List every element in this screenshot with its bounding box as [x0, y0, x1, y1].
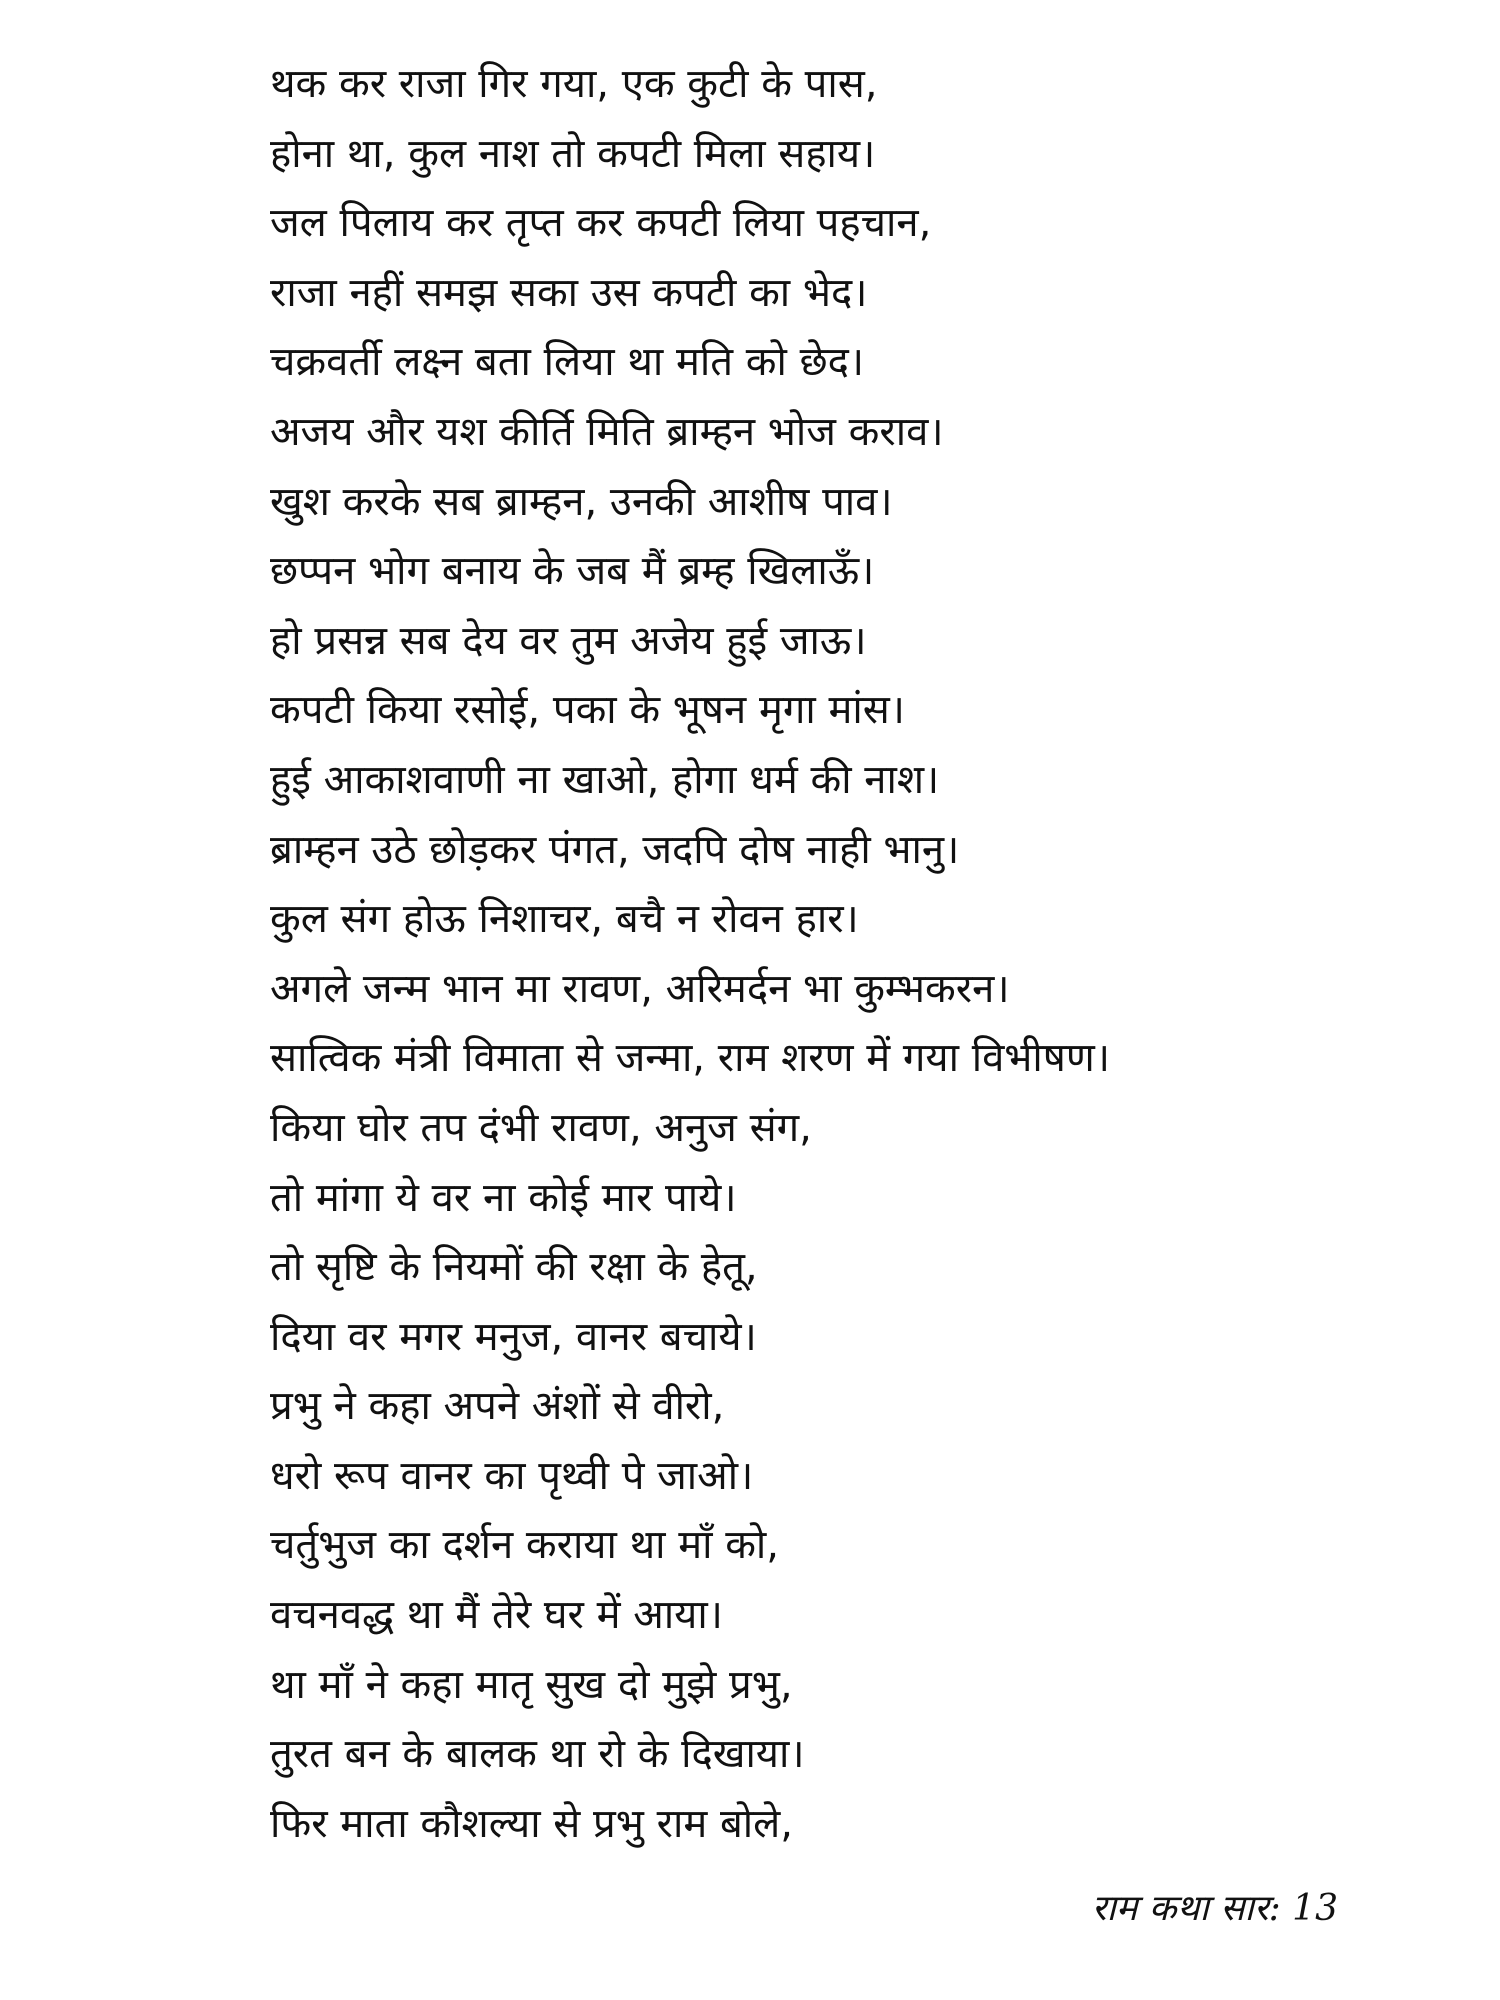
verse-line: थक कर राजा गिर गया, एक कुटी के पास,: [270, 61, 878, 107]
poem-body: [270, 50, 1470, 1859]
verse-line: हो प्रसन्न सब देय वर तुम अजेय हुई जाऊ।: [270, 617, 867, 664]
verse-line: जल पिलाय कर तृप्त कर कपटी लिया पहचान,: [270, 200, 932, 247]
verse-line: दिया वर मगर मनुज, वानर बचाये।: [270, 1313, 757, 1360]
verse-line: अजय और यश कीर्ति मिति ब्राम्हन भोज कराव।: [270, 408, 944, 455]
verse-line: ब्राम्हन उठे छोड़कर पंगत, जदपि दोष नाही भानु।: [270, 826, 960, 873]
verse-line: सात्विक मंत्री विमाता से जन्मा, राम शरण में गया विभीषण।: [270, 1035, 1110, 1082]
verse-line: था माँ ने कहा मातृ सुख दो मुझे प्रभु,: [270, 1661, 793, 1708]
verse-line: वचनवद्ध था मैं तेरे घर में आया।: [270, 1592, 723, 1639]
verse-line: कपटी किया रसोई, पका के भूषन मृगा मांस।: [270, 687, 905, 734]
verse-line: राजा नहीं समझ सका उस कपटी का भेद।: [270, 269, 868, 316]
verse-line: चक्रवर्ती लक्ष्न बता लिया था मति को छेद।: [270, 339, 865, 386]
verse-line: होना था, कुल नाश तो कपटी मिला सहाय।: [270, 130, 876, 177]
verse-line: तुरत बन के बालक था रो के दिखाया।: [270, 1731, 805, 1778]
verse-line: अगले जन्म भान मा रावण, अरिमर्दन भा कुम्भकरन।: [270, 965, 1010, 1012]
verse-line: कुल संग होऊ निशाचर, बचै न रोवन हार।: [270, 896, 859, 943]
verse-line: हुई आकाशवाणी ना खाओ, होगा धर्म की नाश।: [270, 756, 940, 803]
verse-line: फिर माता कौशल्या से प्रभु राम बोले,: [270, 1800, 794, 1847]
verse-line: खुश करके सब ब्राम्हन, उनकी आशीष पाव।: [270, 478, 893, 525]
verse-line: तो मांगा ये वर ना कोई मार पाये।: [270, 1174, 737, 1221]
verse-line: छप्पन भोग बनाय के जब मैं ब्रम्ह खिलाऊँ।: [270, 548, 875, 595]
verse-line: किया घोर तप दंभी रावण, अनुज संग,: [270, 1104, 812, 1151]
verse-line: तो सृष्टि के नियमों की रक्षा के हेतू,: [270, 1244, 758, 1291]
verse-line: धरो रूप वानर का पृथ्वी पे जाओ।: [270, 1452, 754, 1499]
verse-line: चर्तुभुज का दर्शन कराया था माँ को,: [270, 1522, 780, 1569]
page-footer-running-title: राम कथा सार: 13: [1091, 1888, 1338, 1929]
verse-line: प्रभु ने कहा अपने अंशों से वीरो,: [270, 1383, 725, 1430]
